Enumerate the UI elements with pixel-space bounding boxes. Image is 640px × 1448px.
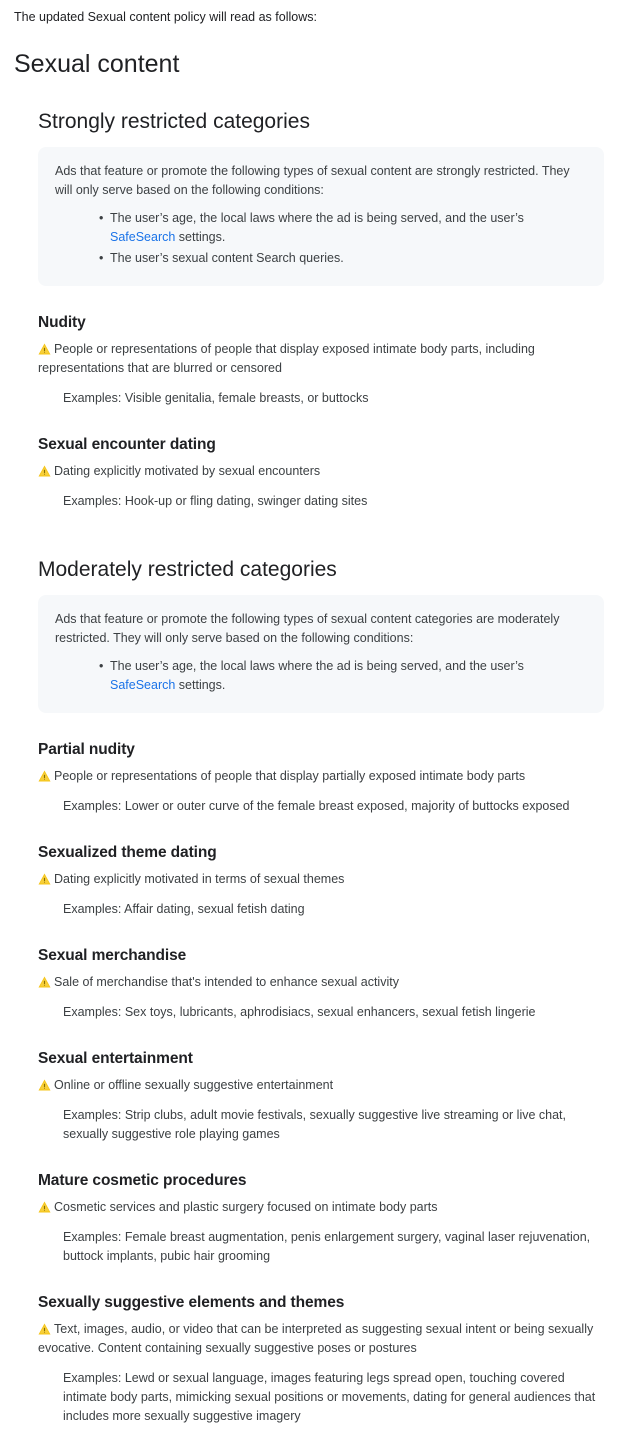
category-examples: Examples: Visible genitalia, female breasts, or buttocks — [63, 391, 369, 405]
category-definition: Dating explicitly motivated in terms of sexual themes — [38, 863, 604, 889]
warning-triangle-icon — [38, 1323, 51, 1335]
category-definition: Cosmetic services and plastic surgery focused on intimate body parts — [38, 1191, 604, 1217]
callout-bullet-item: • The user’s age, the local laws where the ad is being served, and the user’s SafeSearch settings. — [99, 211, 524, 244]
content-column — [0, 80, 640, 1426]
safesearch-link[interactable]: SafeSearch — [110, 230, 176, 244]
page-title: Sexual content — [14, 50, 180, 78]
category-title: Mature cosmetic procedures — [38, 1172, 247, 1189]
category-examples: Examples: Hook-up or fling dating, swinger dating sites — [63, 494, 368, 508]
category-definition: Online or offline sexually suggestive entertainment — [38, 1069, 604, 1095]
category-definition: Text, images, audio, or video that can be interpreted as suggesting sexual intent or being sexually evocative. Content containing sexually suggestive poses or postures — [38, 1322, 594, 1355]
category-examples: Examples: Female breast augmentation, penis enlargement surgery, vaginal laser rejuvenation, buttock implants, pubic hair grooming — [63, 1230, 591, 1263]
category-examples: Examples: Affair dating, sexual fetish dating — [63, 902, 305, 916]
section-heading: Moderately restricted categories — [38, 558, 337, 581]
category-examples: Examples: Sex toys, lubricants, aphrodisiacs, sexual enhancers, sexual fetish lingerie — [63, 1005, 536, 1019]
callout-bullet-list — [55, 657, 588, 695]
category-examples: Examples: Strip clubs, adult movie festivals, sexually suggestive live streaming or live chat, sexually suggestive role playing games — [63, 1108, 566, 1141]
category-definition: Sale of merchandise that's intended to enhance sexual activity — [38, 966, 604, 992]
category-definition: Dating explicitly motivated by sexual encounters — [38, 455, 604, 481]
bullet-marker: • — [99, 659, 104, 673]
warning-triangle-icon — [38, 343, 51, 355]
callout-paragraph: Ads that feature or promote the following types of sexual content categories are moderately restricted. They will only serve based on the following conditions: — [55, 612, 560, 645]
warning-triangle-icon — [38, 976, 51, 988]
callout-bullet-item: • The user’s sexual content Search queries. — [99, 249, 588, 268]
info-callout — [38, 147, 604, 286]
warning-triangle-icon — [38, 465, 51, 477]
category-title: Nudity — [38, 314, 86, 331]
bottom-spacer — [0, 1426, 640, 1448]
info-callout — [38, 595, 604, 713]
warning-triangle-icon — [38, 1079, 51, 1091]
bullet-marker: • — [99, 211, 104, 225]
intro-text: The updated Sexual content policy will read as follows: — [14, 10, 317, 24]
category-title: Partial nudity — [38, 741, 135, 758]
category-title: Sexually suggestive elements and themes — [38, 1294, 345, 1311]
warning-triangle-icon — [38, 770, 51, 782]
bullet-marker: • — [99, 251, 104, 265]
category-examples: Examples: Lewd or sexual language, images featuring legs spread open, touching covered intimate body parts, mimicking sexual positions or movements, dating for general audiences that includes more sexually suggestive imagery — [63, 1371, 596, 1423]
callout-bullet-item: • The user’s age, the local laws where the ad is being served, and the user’s SafeSearch settings. — [99, 659, 524, 692]
category-title: Sexual entertainment — [38, 1050, 193, 1067]
callout-bullet-list — [55, 209, 588, 268]
category-title: Sexualized theme dating — [38, 844, 217, 861]
section-spacer — [38, 511, 604, 529]
category-title: Sexual merchandise — [38, 947, 187, 964]
section-heading: Strongly restricted categories — [38, 110, 310, 133]
category-examples: Examples: Lower or outer curve of the female breast exposed, majority of buttocks exposed — [63, 799, 570, 813]
category-definition: People or representations of people that display exposed intimate body parts, including representations that are blurred or censored — [38, 342, 535, 375]
warning-triangle-icon — [38, 873, 51, 885]
safesearch-link[interactable]: SafeSearch — [110, 678, 176, 692]
warning-triangle-icon — [38, 1201, 51, 1213]
category-definition: People or representations of people that display partially exposed intimate body parts — [38, 760, 604, 786]
category-title: Sexual encounter dating — [38, 436, 216, 453]
callout-paragraph: Ads that feature or promote the following types of sexual content are strongly restricted. They will only serve based on the following conditions: — [55, 164, 570, 197]
